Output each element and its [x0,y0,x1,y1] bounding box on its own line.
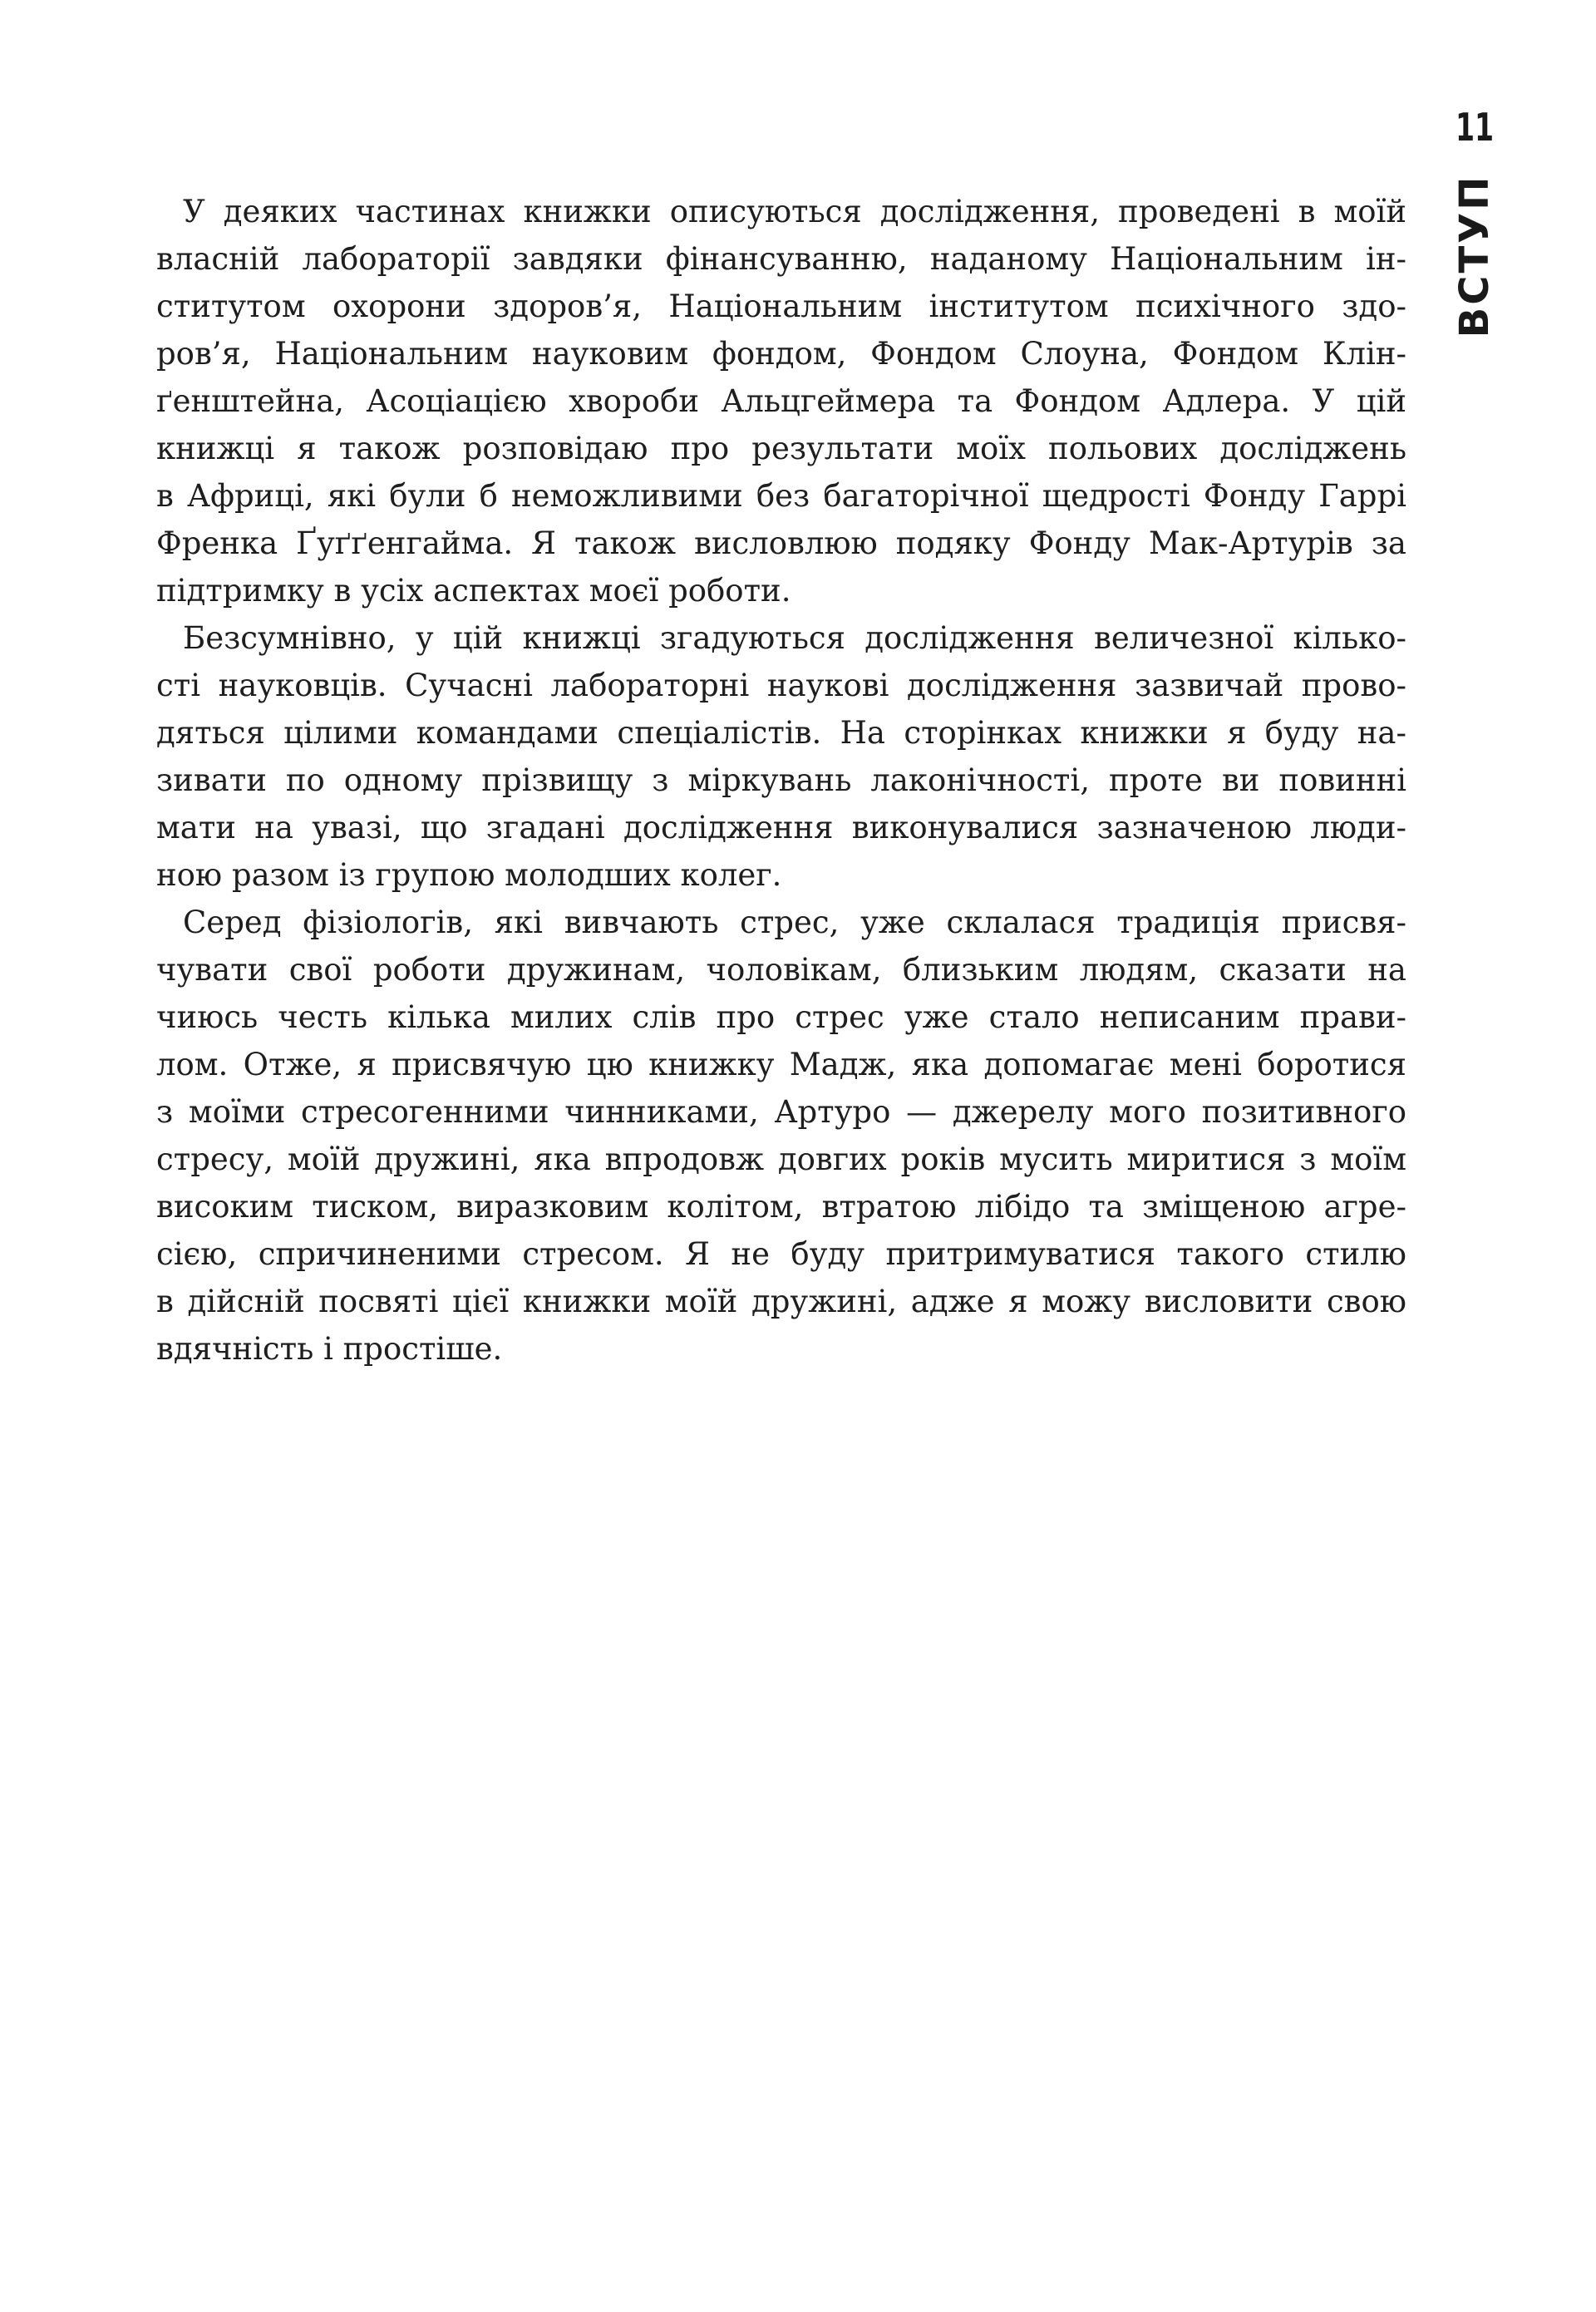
text-line: ститутом охорони здоров’я, Національним інститутом психічного здо- [156,288,1406,324]
paragraph [156,614,1406,899]
text-line: чувати свої роботи дружинам, чоловікам, близьким людям, сказати на [156,952,1406,988]
text-line: ров’я, Національним науковим фондом, Фондом Слоуна, Фондом Клін- [156,336,1406,372]
text-line: У деяких частинах книжки описуються дослідження, проведені в моїй [183,194,1406,229]
text-line: книжці я також розповідаю про результати моїх польових досліджень [156,431,1406,466]
text-line: дяться цілими командами спеціалістів. На сторінках книжки я буду на- [156,715,1406,751]
page-number: 11 [1455,105,1495,150]
text-line: сті науковців. Сучасні лабораторні наукові дослідження зазвичай прово- [156,668,1406,703]
section-title: ВСТУП [1451,174,1498,338]
text-line: Серед фізіологів, які вивчають стрес, уже склалася традиція присвя- [183,905,1406,940]
body-text [156,188,1406,1373]
text-line: Безсумнівно, у цій книжці згадуються дослідження величезної кілько- [183,620,1406,656]
text-line: лом. Отже, я присвячую цю книжку Мадж, яка допомагає мені боротися [156,1047,1406,1082]
text-line: підтримку в усіх аспектах моєї роботи. [156,573,791,609]
text-line: вдячність і простіше. [156,1331,503,1367]
text-line: зивати по одному прізвищу з міркувань лаконічності, проте ви повинні [156,762,1406,798]
text-line: ґенштейна, Асоціацією хвороби Альцгеймера та Фондом Адлера. У цій [156,383,1406,419]
paragraph [156,188,1406,614]
text-line: стресу, моїй дружині, яка впродовж довгих років мусить миритися з моїм [156,1141,1406,1177]
text-line: з моїми стресогенними чинниками, Артуро — джерелу мого позитивного [156,1094,1406,1130]
text-line: ною разом із групою молодших колег. [156,857,782,893]
text-line: чиюсь честь кілька милих слів про стрес уже стало неписаним прави- [156,999,1406,1035]
text-line: власній лабораторії завдяки фінансуванню, наданому Національним ін- [156,241,1406,277]
text-line: Френка Ґуґґенгайма. Я також висловлюю подяку Фонду Мак-Артурів за [156,525,1406,561]
text-line: високим тиском, виразковим колітом, втратою лібідо та зміщеною агре- [156,1189,1406,1225]
text-line: в Африці, які були б неможливими без багаторічної щедрості Фонду Гаррі [156,478,1406,514]
text-line: в дійсній посвяті цієї книжки моїй дружині, адже я можу висловити свою [156,1284,1406,1319]
text-line: сією, спричиненими стресом. Я не буду притримуватися такого стилю [156,1236,1406,1272]
paragraph [156,899,1406,1373]
text-line: мати на увазі, що згадані дослідження виконувалися зазначеною люди- [156,810,1406,845]
